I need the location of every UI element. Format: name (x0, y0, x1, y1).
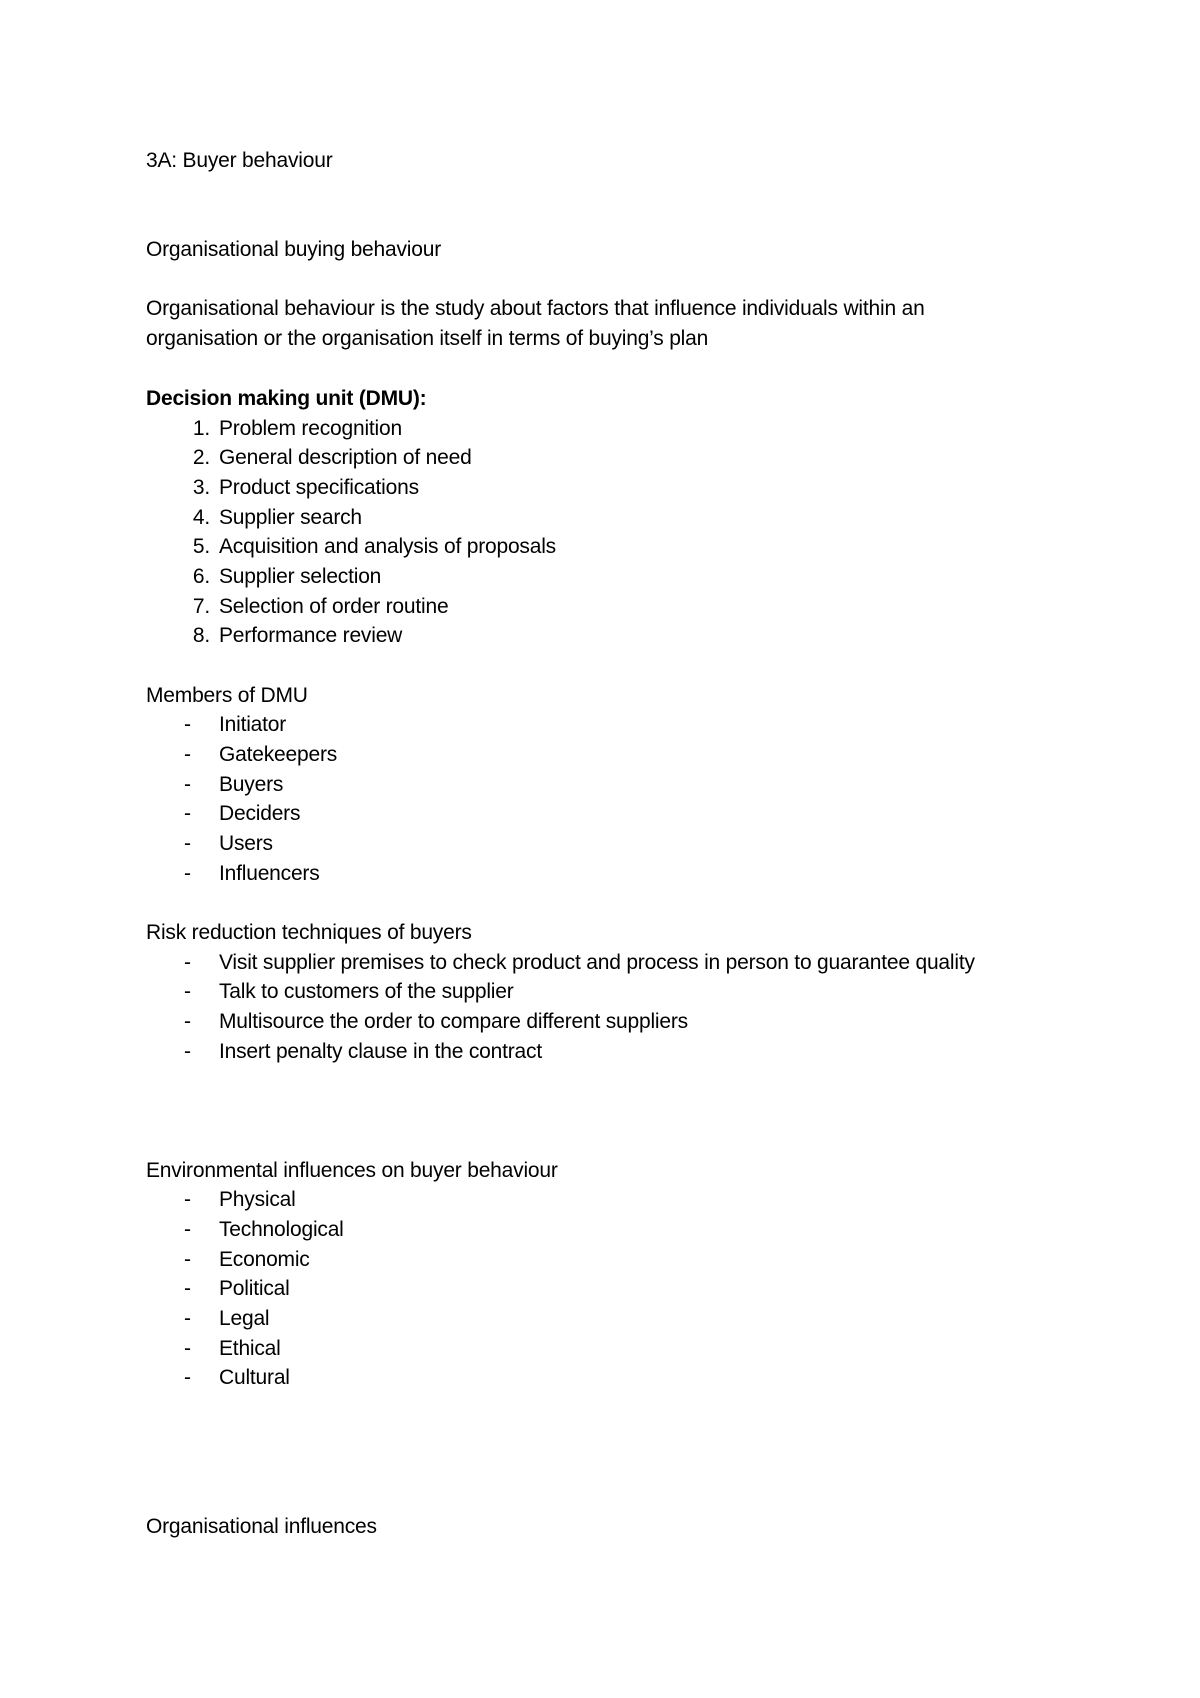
list-number: 7. (192, 595, 210, 618)
paragraph-line-2: organisation or the organisation itself in terms of buying’s plan (146, 327, 709, 350)
list-item-text: Supplier selection (219, 565, 382, 588)
list-item-text: Performance review (219, 624, 403, 647)
dash-bullet: - (184, 1218, 191, 1241)
dash-bullet: - (184, 832, 191, 855)
dash-bullet: - (184, 1337, 191, 1360)
list-item-text: Supplier search (219, 506, 362, 529)
paragraph-line-1: Organisational behaviour is the study about factors that influence individuals within an (146, 297, 925, 320)
list-item-text: Problem recognition (219, 417, 402, 440)
list-item-text: Gatekeepers (219, 743, 338, 766)
list-item-text: Users (219, 832, 273, 855)
dash-bullet: - (184, 802, 191, 825)
dash-bullet: - (184, 1277, 191, 1300)
list-item-text: Product specifications (219, 476, 419, 499)
list-item-text: Deciders (219, 802, 301, 825)
list-item-text: Insert penalty clause in the contract (219, 1040, 542, 1063)
list-item-text: Visit supplier premises to check product and process in person to guarantee quality (219, 951, 975, 974)
dash-bullet: - (184, 980, 191, 1003)
list-item-text: General description of need (219, 446, 472, 469)
dash-bullet: - (184, 713, 191, 736)
list-number: 6. (192, 565, 210, 588)
list-number: 1. (192, 417, 210, 440)
dash-bullet: - (184, 1307, 191, 1330)
document-title: 3A: Buyer behaviour (146, 149, 333, 172)
risk-heading: Risk reduction techniques of buyers (146, 921, 472, 944)
list-number: 4. (192, 506, 210, 529)
dash-bullet: - (184, 1188, 191, 1211)
list-item-text: Buyers (219, 773, 284, 796)
dash-bullet: - (184, 1248, 191, 1271)
list-number: 5. (192, 535, 210, 558)
section-heading-organisational-buying: Organisational buying behaviour (146, 238, 441, 261)
environmental-heading: Environmental influences on buyer behaviour (146, 1159, 558, 1182)
list-number: 3. (192, 476, 210, 499)
list-item-text: Influencers (219, 862, 320, 885)
list-item-text: Legal (219, 1307, 270, 1330)
list-item-text: Ethical (219, 1337, 281, 1360)
dash-bullet: - (184, 951, 191, 974)
organisational-influences-heading: Organisational influences (146, 1515, 377, 1538)
members-heading: Members of DMU (146, 684, 308, 707)
dash-bullet: - (184, 1010, 191, 1033)
list-number: 8. (192, 624, 210, 647)
dash-bullet: - (184, 1040, 191, 1063)
list-item-text: Cultural (219, 1366, 290, 1389)
list-item-text: Technological (219, 1218, 344, 1241)
dash-bullet: - (184, 773, 191, 796)
list-item-text: Talk to customers of the supplier (219, 980, 514, 1003)
list-item-text: Multisource the order to compare different suppliers (219, 1010, 688, 1033)
list-item-text: Selection of order routine (219, 595, 449, 618)
dash-bullet: - (184, 862, 191, 885)
dash-bullet: - (184, 743, 191, 766)
list-item-text: Economic (219, 1248, 310, 1271)
list-number: 2. (192, 446, 210, 469)
dash-bullet: - (184, 1366, 191, 1389)
list-item-text: Initiator (219, 713, 287, 736)
dmu-heading: Decision making unit (DMU): (146, 387, 427, 410)
list-item-text: Political (219, 1277, 290, 1300)
list-item-text: Acquisition and analysis of proposals (219, 535, 556, 558)
list-item-text: Physical (219, 1188, 296, 1211)
